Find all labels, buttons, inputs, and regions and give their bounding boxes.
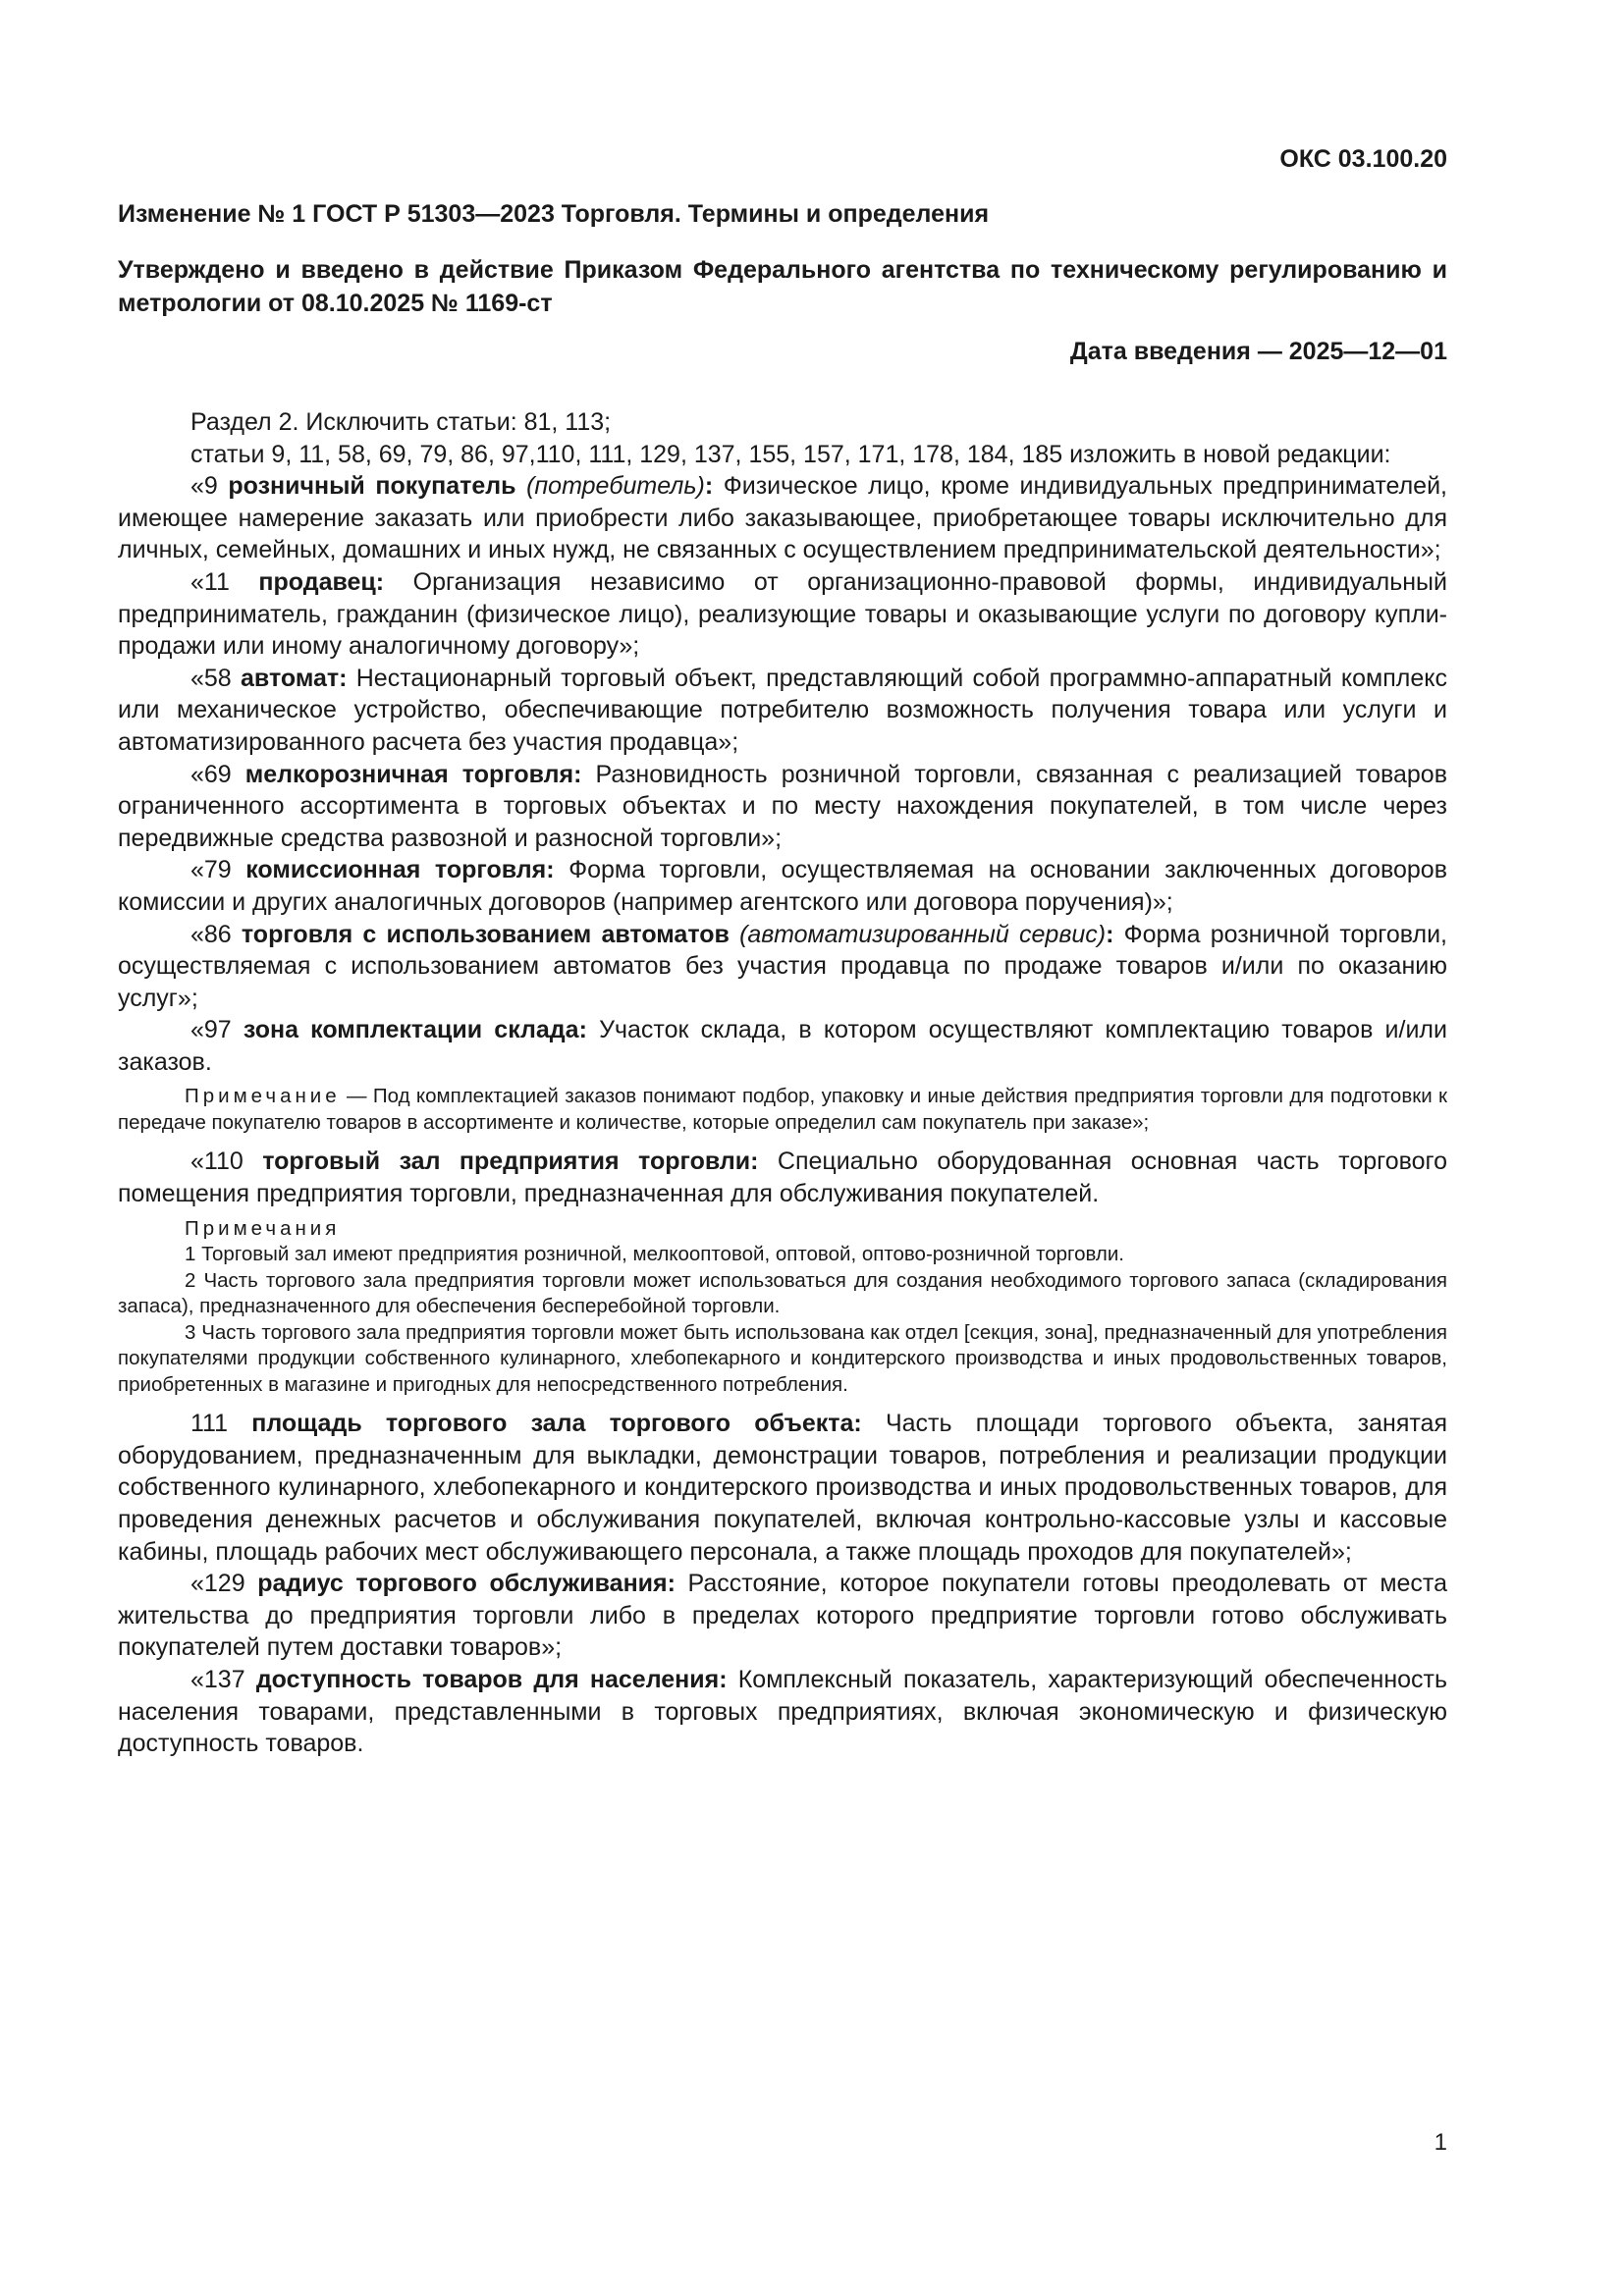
entry-number: «137 (190, 1665, 256, 1693)
term-entry-137 (118, 1664, 1447, 1760)
entry-number: «129 (190, 1570, 258, 1598)
term-entry-97 (118, 1014, 1447, 1078)
term-name: зона комплектации склада: (243, 1016, 587, 1044)
term-entry-69 (118, 759, 1447, 855)
note-label: Примечание (185, 1085, 341, 1108)
term-definition: Организация независимо от организационно-правовой формы, индивидуальный предприниматель, гражданин (физическое лицо), реализующие товары и оказывающие услуги по договору купли-продажи или иному аналогичному договору»; (118, 567, 1447, 661)
document-title: Изменение № 1 ГОСТ Р 51303—2023 Торговля. Термины и определения (118, 200, 990, 228)
term-definition: Часть площади торгового объекта, занятая оборудованием, предназначенным для выкладки, демонстрации товаров, потребления и реализации продукции собственного кулинарного, хлебопекарного и кондитерского производства и иных продовольственных товаров, для проведения денежных расчетов и обслуживания покупателей, включая контрольно-кассовые узлы и кассовые кабины, площадь рабочих мест обслуживающего персонала, а также площадь проходов для покупателей»; (118, 1410, 1447, 1566)
entry-number: «58 (190, 664, 242, 692)
effective-date: Дата введения — 2025—12—01 (1069, 338, 1447, 365)
entry-number: «86 (190, 920, 242, 948)
term-entry-111 (118, 1408, 1447, 1568)
entry-number: «97 (190, 1016, 244, 1044)
entry-number: «79 (190, 856, 246, 884)
term-definition: Специально оборудованная основная часть торгового помещения предприятия торговли, предназначенная для обслуживания покупателей. (118, 1148, 1447, 1208)
entry-number: «110 (190, 1148, 263, 1176)
term-definition: Участок склада, в котором осуществляют комплектацию товаров и/или заказов. (118, 1016, 1447, 1076)
term-entry-79 (118, 854, 1447, 918)
term-name: продавец: (258, 567, 385, 596)
term-definition: Нестационарный торговый объект, представляющий собой программно-аппаратный комплекс или механическое устройство, обеспечивающие потребителю возможность получения товара или услуги и автоматизированного расчета без участия продавца»; (118, 664, 1447, 756)
term-name: комиссионная торговля: (245, 856, 555, 884)
term-name: мелкорозничная торговля: (244, 760, 582, 788)
term-colon: : (1106, 920, 1114, 948)
entry-number: «9 (190, 472, 229, 501)
term-synonym: (потребитель) (515, 472, 705, 501)
term-definition: Комплексный показатель, характеризующий обеспеченность населения товарами, представленными в торговых предприятиях, включая экономическую и физическую доступность товаров. (118, 1665, 1447, 1758)
term-name: розничный покупатель (228, 472, 516, 501)
term-name: автомат: (241, 664, 348, 692)
note-item: 2 Часть торгового зала предприятия торговли может использоваться для создания необходимого торгового запаса (складирования запаса), предназначенного для обеспечения бесперебойной торговли. (118, 1268, 1447, 1318)
term-entry-86 (118, 919, 1447, 1015)
term-definition: Форма торговли, осуществляемая на основании заключенных договоров комиссии и других аналогичных договоров (например агентского или договора поручения)»; (118, 856, 1447, 916)
entry-number: «69 (190, 760, 245, 788)
document-page (118, 0, 1447, 2296)
entry-number: 111 (190, 1410, 252, 1438)
intro-paragraph: статьи 9, 11, 58, 69, 79, 86, 97,110, 111, 129, 137, 155, 157, 171, 178, 184, 185 изложить в новой редакции: (190, 440, 1391, 468)
term-entry-58 (118, 663, 1447, 759)
term-name: радиус торгового обслуживания: (257, 1570, 676, 1598)
term-name: торговый зал предприятия торговли: (262, 1148, 759, 1176)
entry-number: «11 (190, 567, 259, 596)
approval-statement: Утверждено и введено в действие Приказом Федерального агентства по техническому регулированию и метрологии от 08.10.2025 № 1169-ст (118, 256, 1447, 317)
intro-paragraph: Раздел 2. Исключить статьи: 81, 113; (190, 408, 612, 436)
term-colon: : (704, 472, 714, 501)
note-text: — Под комплектацией заказов понимают подбор, упаковку и иные действия предприятия торговли для подготовки к передаче покупателю товаров в ассортименте и количестве, которые определил сам покупатель при заказе»; (118, 1085, 1447, 1134)
note-block (118, 1084, 1447, 1136)
term-entry-129 (118, 1568, 1447, 1664)
notes-heading: Примечания (185, 1216, 341, 1240)
term-definition: Форма розничной торговли, осуществляемая с использованием автоматов без участия продавца по продаже товаров и/или по оказанию услуг»; (118, 920, 1447, 1012)
term-synonym: (автоматизированный сервис) (729, 920, 1107, 948)
term-entry-11 (118, 566, 1447, 663)
term-entry-9 (118, 470, 1447, 566)
note-item: 3 Часть торгового зала предприятия торговли может быть использована как отдел [секция, зона], предназначенный для употребления покупателями продукции собственного кулинарного, хлебопекарного и кондитерского производства и иных продовольственных товаров, приобретенных в магазине и пригодных для непосредственного потребления. (118, 1320, 1447, 1396)
term-entry-110 (118, 1146, 1447, 1209)
note-item: 1 Торговый зал имеют предприятия розничной, мелкооптовой, оптовой, оптово-розничной торговли. (185, 1243, 1124, 1266)
document-body (118, 406, 1447, 1760)
term-definition: Расстояние, которое покупатели готовы преодолевать от места жительства до предприятия торговли либо в пределах которого предприятие торговли готово обслуживать покупателей путем доставки товаров»; (118, 1570, 1447, 1662)
term-name: доступность товаров для населения: (255, 1665, 728, 1693)
note-paragraph (118, 1084, 1447, 1136)
term-definition: Разновидность розничной торговли, связанная с реализацией товаров ограниченного ассортимента в торговых объектах и по месту нахождения покупателей, в том числе через передвижные средства развозной и разносной торговли»; (118, 760, 1447, 852)
term-definition: Физическое лицо, кроме индивидуальных предпринимателей, имеющее намерение заказать или приобрести либо заказывающее, приобретающее товары исключительно для личных, семейных, домашних и иных нужд, не связанных с осуществлением предпринимательской деятельности»; (118, 472, 1447, 564)
oks-code: ОКС 03.100.20 (1279, 145, 1447, 173)
term-name: площадь торгового зала торгового объекта: (251, 1410, 862, 1438)
notes-block (118, 1216, 1447, 1399)
page-number: 1 (1434, 2129, 1447, 2156)
term-name: торговля с использованием автоматов (241, 920, 730, 948)
